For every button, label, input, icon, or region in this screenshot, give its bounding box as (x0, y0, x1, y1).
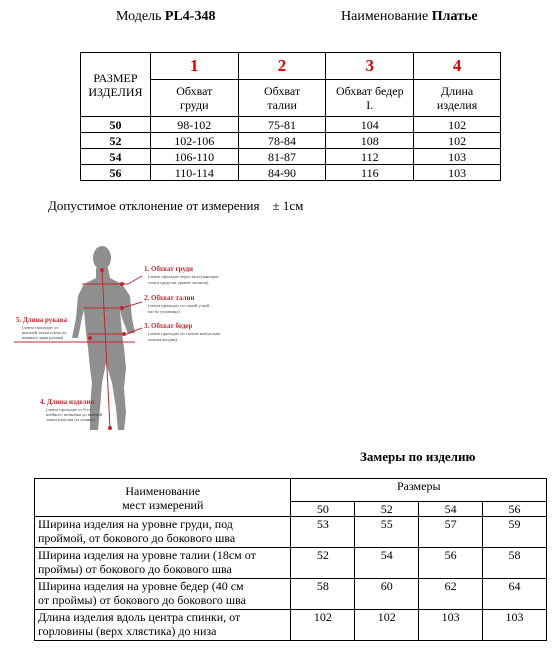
label-title: 3. Обхват бедер (144, 322, 193, 330)
measure-line: Ширина изделия на уровне бедер (40 см (38, 579, 244, 593)
column-header-line: Длина (440, 84, 474, 98)
label-note: (лента проходит от 6-го (46, 407, 92, 412)
column-number: 1 (150, 53, 238, 80)
model-value: PL4-348 (164, 9, 216, 24)
table-row (35, 610, 547, 641)
size-header: 52 (355, 502, 419, 517)
label-title: 1. Обхват груди (144, 265, 194, 273)
measure-name (35, 548, 291, 579)
table-cell: 58 (483, 548, 547, 579)
table-row (81, 117, 501, 133)
table-row (35, 517, 547, 548)
corner-line2: ИЗДЕЛИЯ (88, 84, 143, 99)
table-cell: 59 (483, 517, 547, 548)
label-title: 5. Длина рукава (16, 316, 68, 324)
column-number: 2 (238, 53, 326, 80)
table-cell: 104 (326, 117, 414, 133)
table-cell: 102 (414, 117, 501, 133)
table-cell: 102 (414, 133, 501, 149)
table-row (81, 165, 501, 181)
label-title: 4. Длина изделия (40, 398, 95, 406)
name-header-line: Наименование (125, 483, 201, 498)
measure-name (35, 579, 291, 610)
name-header-line: мест измерений (122, 497, 204, 512)
table-cell: 102 (291, 610, 355, 641)
size-cell: 56 (81, 165, 151, 181)
table-cell: 84-90 (238, 165, 326, 181)
table-cell: 103 (419, 610, 483, 641)
table-row (35, 548, 547, 579)
label-note: точкам ягодиц) (148, 337, 177, 342)
name-value: Платье (431, 9, 478, 24)
size-cell: 54 (81, 149, 151, 165)
tolerance-note (48, 198, 303, 214)
table-cell: 53 (291, 517, 355, 548)
table-cell: 55 (355, 517, 419, 548)
label-note: высшей точки плеча до (22, 330, 67, 335)
table-cell: 78-84 (238, 133, 326, 149)
table-cell: 64 (483, 579, 547, 610)
size-cell: 52 (81, 133, 151, 149)
column-header (414, 80, 501, 117)
measurement-figure (10, 238, 250, 438)
column-header (238, 80, 326, 117)
label-note: точки изделия по спинке) (46, 417, 95, 422)
label-note: (лента проходит через выступающие (148, 274, 219, 279)
measure-line: горловины (верх хлястика) до низа (38, 624, 217, 638)
label-note: нижнего края рукава) (22, 335, 64, 340)
tolerance-value: ± 1см (272, 198, 304, 213)
name-label: Наименование (341, 9, 429, 24)
column-header-line: Обхват бедер (335, 84, 404, 98)
table-cell: 58 (291, 579, 355, 610)
size-corner-cell (81, 53, 151, 117)
table-row (81, 133, 501, 149)
table-cell: 103 (483, 610, 547, 641)
table-cell: 112 (326, 149, 414, 165)
column-header-line: Обхват (264, 84, 301, 98)
column-number: 4 (414, 53, 501, 80)
column-number: 3 (326, 53, 414, 80)
table-cell: 57 (419, 517, 483, 548)
product-table-title: Замеры по изделию (360, 449, 476, 464)
column-header-line: груди (180, 98, 209, 112)
column-header-line: I. (366, 98, 374, 112)
name-header-cell (35, 479, 291, 517)
column-header-line: Обхват (176, 84, 213, 98)
model-label: Модель (116, 9, 162, 24)
label-note: части туловища) (148, 309, 180, 314)
measure-line: Ширина изделия на уровне талии (18см от (38, 548, 256, 562)
table-cell: 102-106 (150, 133, 238, 149)
table-cell: 56 (419, 548, 483, 579)
table-cell: 75-81 (238, 117, 326, 133)
table-cell: 52 (291, 548, 355, 579)
label-note: (лента проходит по самой узкой (148, 303, 210, 308)
label-title: 2. Обхват талии (144, 294, 195, 302)
column-header (326, 80, 414, 117)
measure-line: проймой, от бокового до бокового шва (38, 531, 236, 545)
tolerance-text: Допустимое отклонение от измерения (48, 198, 260, 213)
label-note: шейного позвонка до нижней (46, 412, 103, 417)
measure-line: Длина изделия вдоль центра спинки, от (38, 610, 241, 624)
label-note: (лента проходит по самым выпуклым (148, 331, 220, 336)
column-header-line: талии (267, 98, 297, 112)
measure-line: от проймы) от бокового до бокового шва (38, 593, 246, 607)
table-cell: 102 (355, 610, 419, 641)
table-cell: 54 (355, 548, 419, 579)
measure-name (35, 517, 291, 548)
table-cell: 60 (355, 579, 419, 610)
table-cell: 62 (419, 579, 483, 610)
table-cell: 103 (414, 165, 501, 181)
product-table (34, 478, 547, 641)
table-cell: 106-110 (150, 149, 238, 165)
corner-line1: РАЗМЕР (93, 70, 138, 85)
measure-name (35, 610, 291, 641)
size-table (80, 52, 501, 181)
table-cell: 108 (326, 133, 414, 149)
model-line (116, 9, 215, 25)
sizes-header-cell: Размеры (291, 479, 547, 502)
table-cell: 98-102 (150, 117, 238, 133)
column-header (150, 80, 238, 117)
size-header: 56 (483, 502, 547, 517)
name-line (341, 9, 478, 25)
size-header: 50 (291, 502, 355, 517)
table-row (81, 149, 501, 165)
table-cell: 81-87 (238, 149, 326, 165)
size-header: 54 (419, 502, 483, 517)
table-cell: 103 (414, 149, 501, 165)
label-note: точки груди на уровне лопаток) (148, 280, 209, 285)
label-note: (лента проходит от (22, 325, 59, 330)
measure-line: проймы) от бокового до бокового шва (38, 562, 232, 576)
table-row (35, 579, 547, 610)
measure-line: Ширина изделия на уровне груди, под (38, 517, 233, 531)
column-header-line: изделия (436, 98, 478, 112)
size-cell: 50 (81, 117, 151, 133)
table-cell: 110-114 (150, 165, 238, 181)
table-cell: 116 (326, 165, 414, 181)
